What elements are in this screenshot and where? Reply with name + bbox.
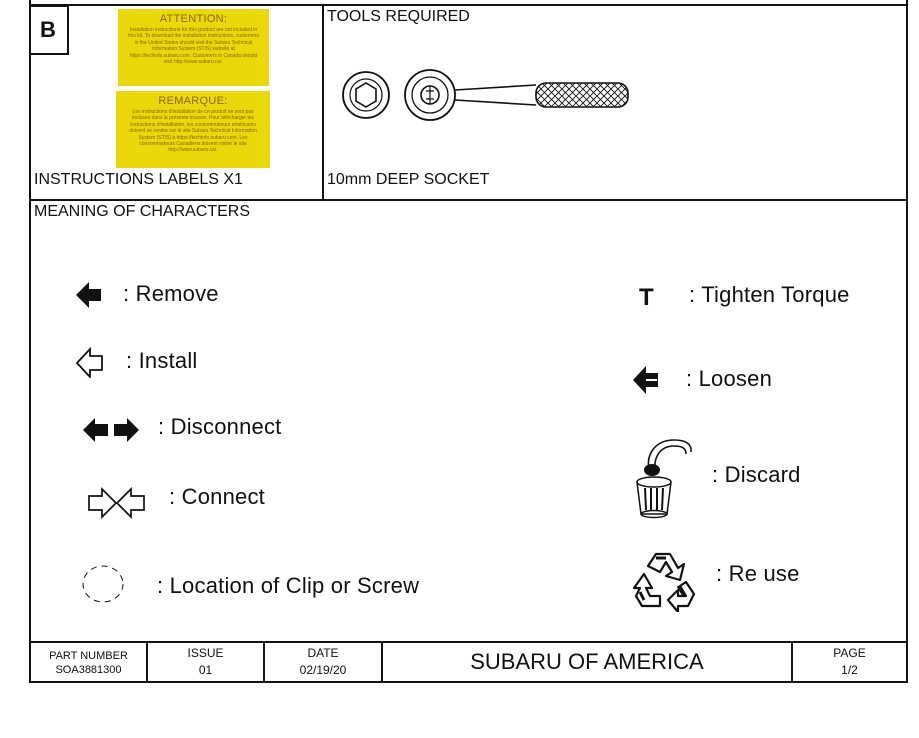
torque-label: : Tighten Torque bbox=[689, 282, 850, 307]
connect-arrows-icon bbox=[86, 486, 148, 522]
loosen-label: : Loosen bbox=[686, 366, 773, 391]
attention-sticker bbox=[118, 9, 269, 86]
page-cell bbox=[793, 642, 906, 682]
date-label: DATE bbox=[307, 646, 339, 660]
page-label: PAGE bbox=[833, 646, 866, 660]
disconnect-arrows-icon bbox=[82, 416, 140, 444]
labels-caption: INSTRUCTIONS LABELS X1 bbox=[34, 171, 243, 188]
section-divider bbox=[29, 199, 908, 201]
install-arrow-icon bbox=[74, 346, 106, 378]
socket-wrench-icon bbox=[338, 68, 638, 124]
discard-label: : Discard bbox=[712, 462, 801, 487]
reuse-label: : Re use bbox=[716, 561, 800, 586]
part-number-value: SOA3881300 bbox=[55, 664, 122, 676]
remove-label: : Remove bbox=[123, 281, 219, 306]
tools-title: TOOLS REQUIRED bbox=[327, 8, 470, 25]
tool-caption: 10mm DEEP SOCKET bbox=[327, 171, 490, 188]
attention-body: Installation instructions for this product are not included in this kit. To download the installation instructions, customers in the United States should visit the Subaru Technical Information System (STIS) website at https://techinfo.subaru.com. Customers in Canada should visit http://www.subaru.ca/. bbox=[128, 27, 259, 66]
remove-arrow-icon bbox=[74, 280, 104, 310]
part-number-cell bbox=[31, 642, 146, 682]
disconnect-label: : Disconnect bbox=[158, 414, 282, 439]
column-divider bbox=[322, 5, 324, 200]
date-value: 02/19/20 bbox=[299, 663, 347, 677]
meaning-title: MEANING OF CHARACTERS bbox=[34, 203, 251, 220]
issue-value: 01 bbox=[198, 663, 213, 677]
remarque-body: Les instructions d'installation de ce produit ne sont pas incluses dans la présente trousse. Pour télécharger les instructions d'installation, les consommateurs américains doivent se rendre sur le site Subaru Technical Information System (STIS) à https://techinfo.subaru.com. Les consommateurs Canadiens doivent visiter le site http://www.subaru.ca/. bbox=[129, 109, 257, 154]
remarque-title: REMARQUE: bbox=[158, 95, 228, 107]
remarque-sticker bbox=[116, 91, 270, 168]
page-value: 1/2 bbox=[841, 663, 858, 677]
discard-bin-icon bbox=[630, 434, 696, 520]
issue-cell bbox=[148, 642, 263, 682]
part-number-label: PART NUMBER bbox=[49, 650, 128, 662]
attention-title: ATTENTION: bbox=[159, 13, 228, 25]
connect-label: : Connect bbox=[169, 484, 265, 509]
clip-location-label: : Location of Clip or Screw bbox=[157, 573, 420, 598]
section-letter: B bbox=[29, 5, 69, 55]
loosen-arrow-icon bbox=[631, 364, 661, 396]
issue-label: ISSUE bbox=[187, 646, 224, 660]
install-label: : Install bbox=[126, 348, 198, 373]
recycle-icon bbox=[630, 548, 702, 612]
top-rule bbox=[29, 4, 908, 6]
date-cell bbox=[265, 642, 381, 682]
company-name: SUBARU OF AMERICA bbox=[470, 649, 704, 674]
clip-location-icon bbox=[78, 563, 128, 607]
torque-icon: T bbox=[639, 284, 654, 311]
